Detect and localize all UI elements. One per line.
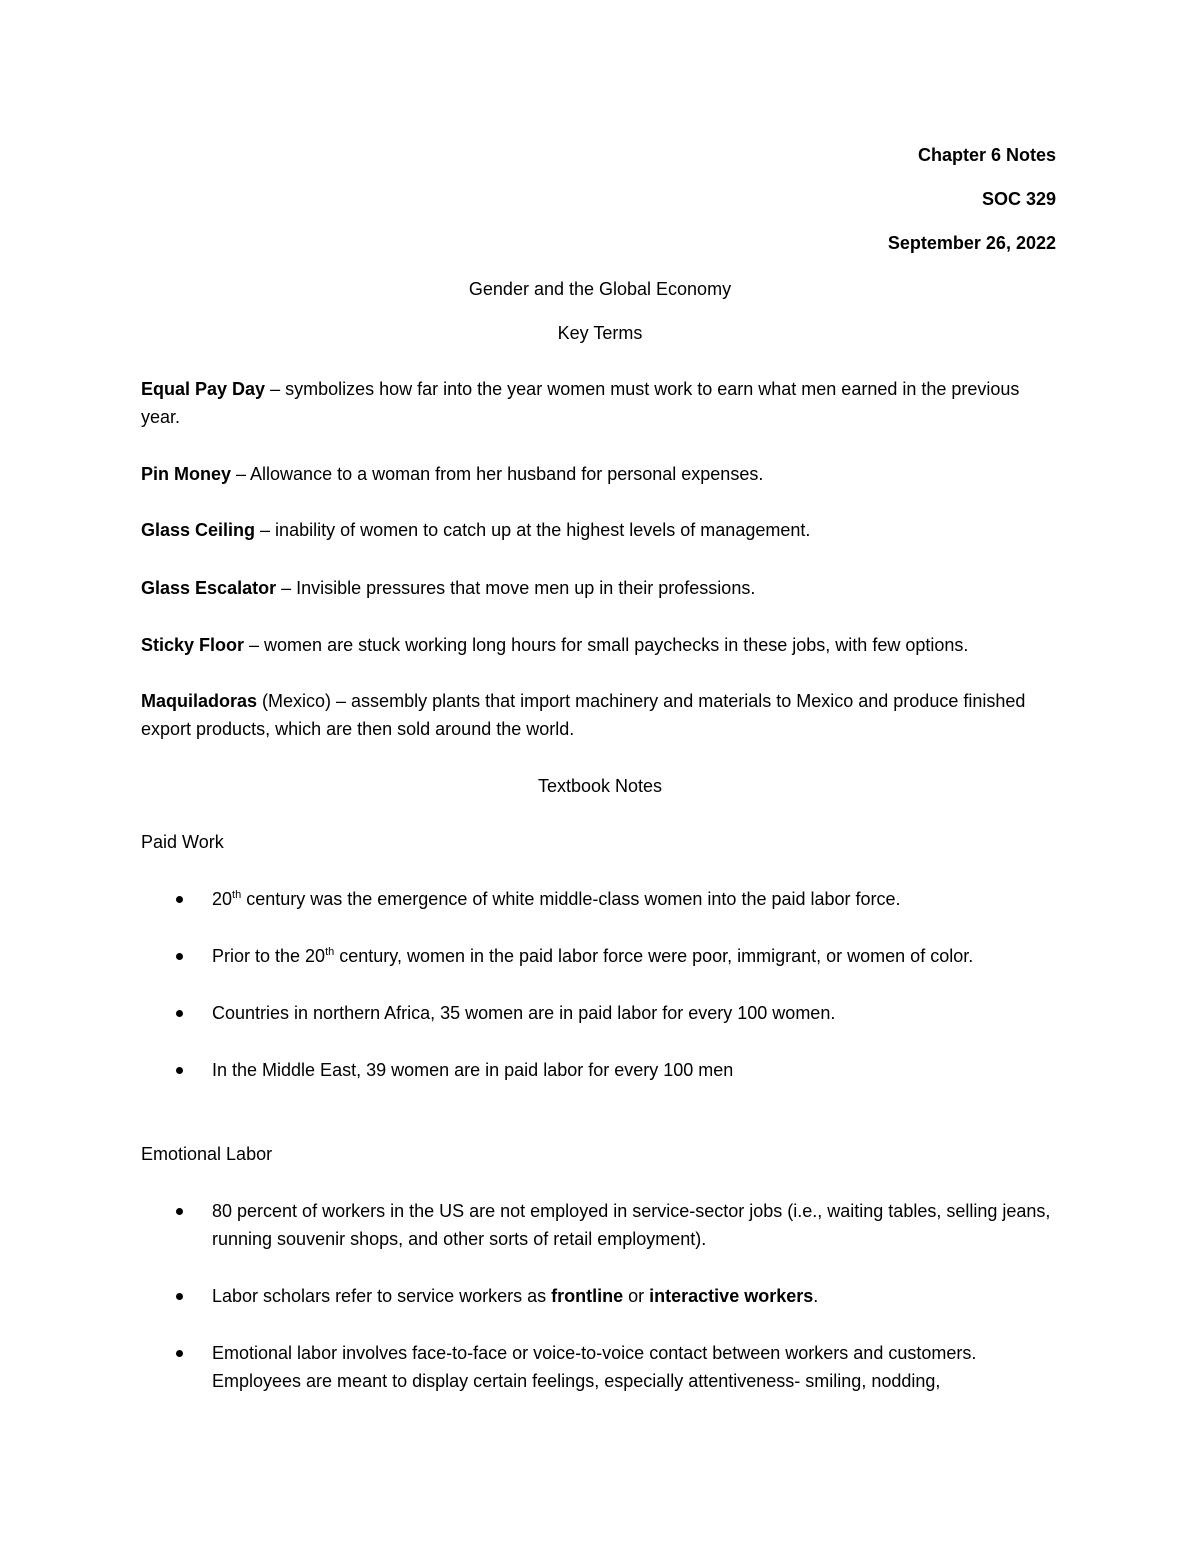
list-item: 80 percent of workers in the US are not employed in service-sector jobs (i.e., waiting tables, selling jeans, running souvenir shops, and other sorts of retail employment). bbox=[141, 1197, 1061, 1253]
bullet-icon bbox=[176, 1350, 183, 1357]
bullet-icon bbox=[176, 1010, 183, 1017]
course-code: SOC 329 bbox=[981, 189, 1056, 209]
term-label: Glass Escalator bbox=[141, 578, 277, 598]
paid-work-list bbox=[141, 885, 1061, 1113]
bullet-icon bbox=[176, 896, 183, 903]
term-label: Sticky Floor bbox=[141, 635, 245, 655]
term-definition: – Invisible pressures that move men up in their professions. bbox=[276, 578, 756, 598]
term-sticky-floor bbox=[141, 631, 1061, 659]
term-label: Pin Money bbox=[141, 464, 232, 484]
list-item: Countries in northern Africa, 35 women are in paid labor for every 100 women. bbox=[141, 999, 1061, 1027]
term-glass-ceiling bbox=[141, 516, 1061, 544]
list-item: In the Middle East, 39 women are in paid labor for every 100 men bbox=[141, 1056, 1061, 1084]
list-item: Emotional labor involves face-to-face or voice-to-voice contact between workers and customers. Employees are meant to display certain feelings, especially attentiveness- smiling, nodding, bbox=[141, 1339, 1061, 1395]
list-item: Labor scholars refer to service workers as frontline or interactive workers. bbox=[141, 1282, 1061, 1310]
term-definition: – Allowance to a woman from her husband for personal expenses. bbox=[231, 464, 764, 484]
document-date: September 26, 2022 bbox=[887, 233, 1056, 253]
chapter-title: Chapter 6 Notes bbox=[917, 145, 1056, 165]
term-label: Glass Ceiling bbox=[141, 520, 256, 540]
page-title: Gender and the Global Economy bbox=[468, 279, 732, 299]
textbook-notes-heading: Textbook Notes bbox=[537, 776, 663, 796]
bullet-icon bbox=[176, 1293, 183, 1300]
list-item: 20th century was the emergence of white middle-class women into the paid labor force. bbox=[141, 885, 1061, 913]
bullet-icon bbox=[176, 1208, 183, 1215]
paid-work-heading: Paid Work bbox=[141, 832, 224, 852]
term-definition: – women are stuck working long hours for small paychecks in these jobs, with few options. bbox=[244, 635, 969, 655]
bullet-icon bbox=[176, 953, 183, 960]
term-equal-pay-day bbox=[141, 375, 1061, 431]
bullet-icon bbox=[176, 1067, 183, 1074]
term-definition: (Mexico) – assembly plants that import machinery and materials to Mexico and produce finished export products, which are then sold around the world. bbox=[141, 691, 1026, 739]
key-terms-heading: Key Terms bbox=[557, 323, 643, 343]
term-definition: – symbolizes how far into the year women must work to earn what men earned in the previous year. bbox=[141, 379, 1020, 427]
emotional-labor-list bbox=[141, 1197, 1061, 1424]
list-item: Prior to the 20th century, women in the paid labor force were poor, immigrant, or women of color. bbox=[141, 942, 1061, 970]
term-maquiladoras bbox=[141, 687, 1061, 743]
term-definition: – inability of women to catch up at the highest levels of management. bbox=[255, 520, 811, 540]
document-header bbox=[888, 141, 1056, 273]
emotional-labor-heading: Emotional Labor bbox=[141, 1144, 273, 1164]
term-glass-escalator bbox=[141, 574, 1061, 602]
term-label: Equal Pay Day bbox=[141, 379, 266, 399]
term-pin-money bbox=[141, 460, 1061, 488]
term-label: Maquiladoras bbox=[141, 691, 258, 711]
